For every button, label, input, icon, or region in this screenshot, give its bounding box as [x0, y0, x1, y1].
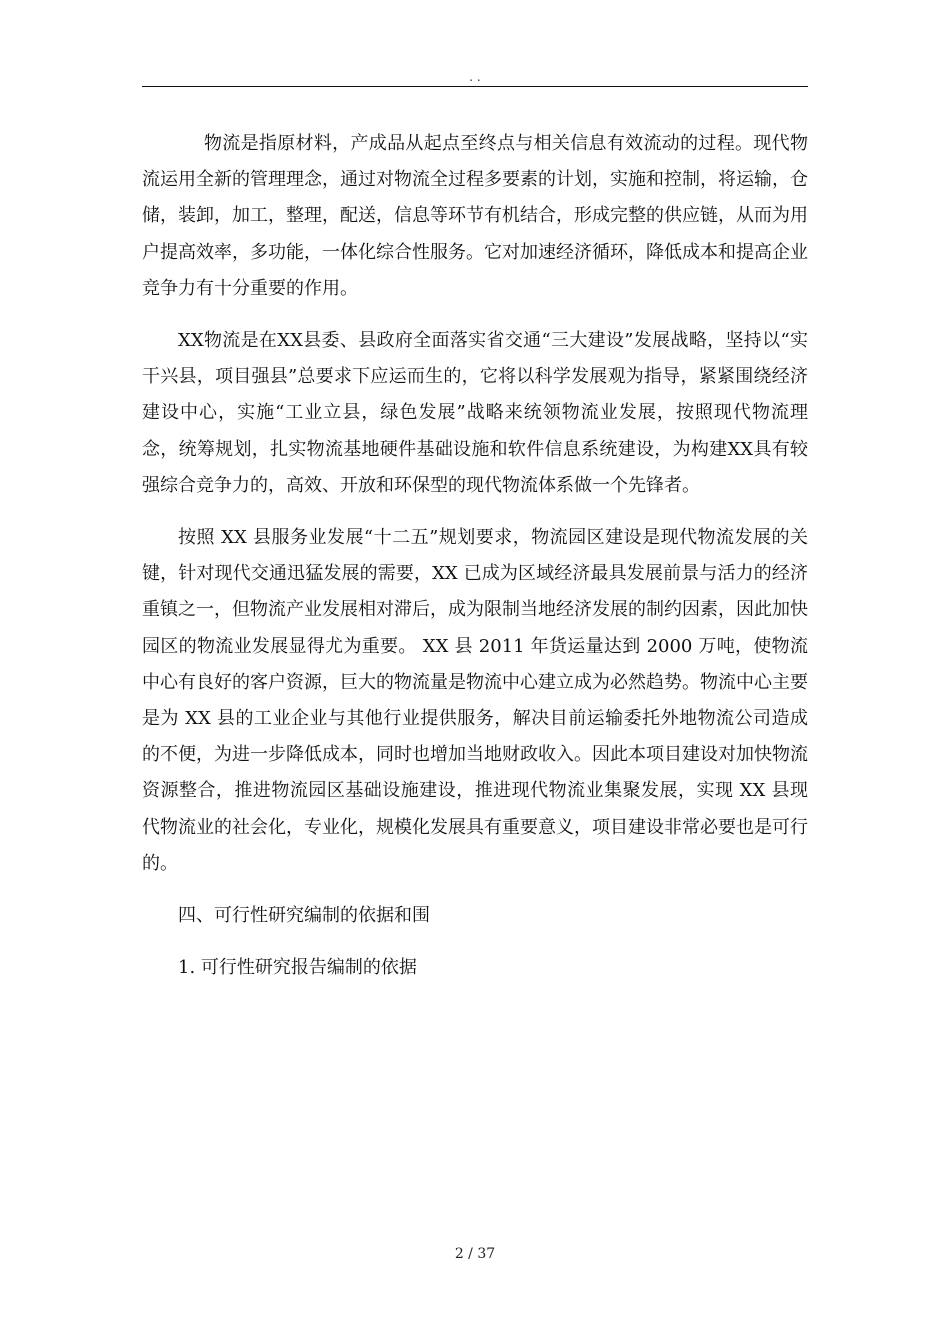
page-number: 2 / 37: [454, 1246, 496, 1262]
subsection-heading-one: 1. 可行性研究报告编制的依据: [178, 957, 417, 979]
paragraph-project-necessity: 按照 XX 县服务业发展“十二五”规划要求，物流园区建设是现代物流发展的关键，针对现代交通迅猛发展的需要，XX 已成为区域经济最具发展前景与活力的经济重镇之一，但物流产业发展相对滞后，成为限制当地经济发展的制约因素，因此加快园区的物流业发展显得尤为重要。 XX 县 2011 年货运量达到 2000 万吨，使物流中心有良好的客户资源，巨大的物流量是物流中心建立成为必然趋势。物流中心主要是为 XX 县的工业企业与其他行业提供服务，解决目前运输委托外地物流公司造成的不便，为进一步降低成本，同时也增加当地财政收入。因此本项目建设对加快物流资源整合，推进物流园区基础设施建设，推进现代物流业集聚发展，实现 XX 县现代物流业的社会化，专业化，规模化发展具有重要意义，项目建设非常必要也是可行的。: [142, 527, 808, 874]
header-rule: [142, 86, 808, 87]
paragraph-xx-logistics-background: XX物流是在XX县委、县政府全面落实省交通“三大建设”发展战略，坚持以“实干兴县，项目强县”总要求下应运而生的，它将以科学发展观为指导，紧紧围绕经济建设中心，实施“工业立县，绿色发展”战略来统领物流业发展，按照现代物流理念，统筹规划，扎实物流基地硬件基础设施和软件信息系统建设，为构建XX具有较强综合竞争力的，高效、开放和环保型的现代物流体系做一个先锋者。: [142, 330, 808, 496]
document-body: [142, 126, 808, 986]
page-header-mark: . .: [469, 70, 481, 84]
section-heading-four: 四、可行性研究编制的依据和围: [178, 905, 430, 927]
paragraph-logistics-definition: 物流是指原材料，产成品从起点至终点与相关信息有效流动的过程。现代物流运用全新的管理理念，通过对物流全过程多要素的计划，实施和控制，将运输，仓储，装卸，加工，整理，配送，信息等环节有机结合，形成完整的供应链，从而为用户提高效率，多功能，一体化综合性服务。它对加速经济循环，降低成本和提高企业竞争力有十分重要的作用。: [142, 133, 808, 299]
